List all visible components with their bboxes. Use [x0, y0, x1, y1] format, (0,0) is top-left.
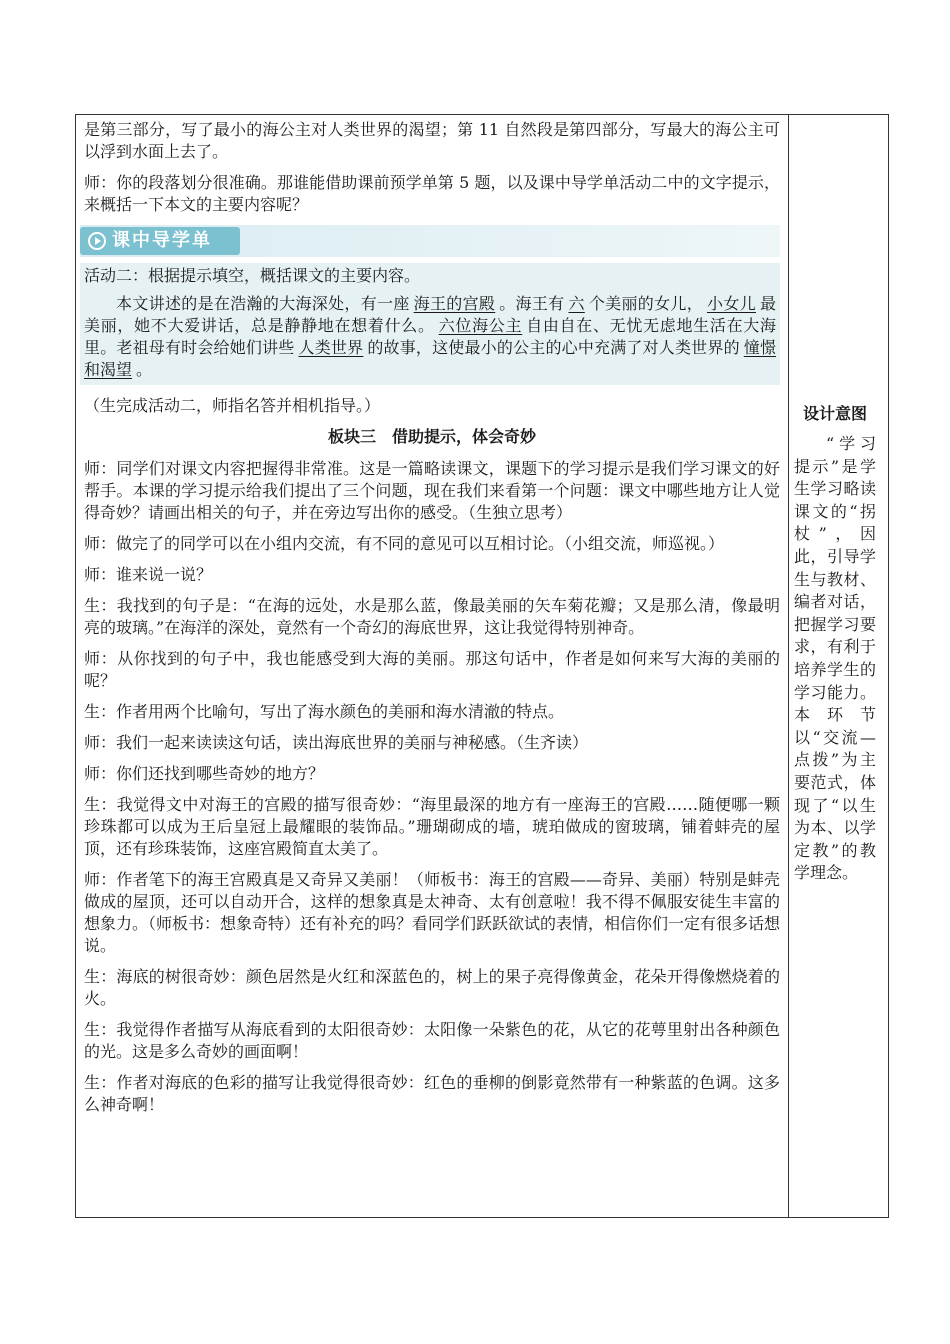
dialogue-line: 生：作者对海底的色彩的描写让我觉得很奇妙：红色的垂柳的倒影竟然带有一种紫蓝的色调。这多么神奇啊！: [84, 1073, 780, 1114]
dialogue-line: 师：你们还找到哪些奇妙的地方？: [84, 764, 325, 783]
fill-text-1: 本文讲述的是在浩瀚的大海深处，有一座: [116, 294, 410, 313]
fill-text-6: 的故事，这使最小的公主的心中充满了对人类世界的: [367, 338, 740, 357]
blank-answer-4: 六位海公主: [438, 316, 523, 335]
dialogue-line: 生：我觉得作者描写从海底看到的太阳很奇妙：太阳像一朵紫色的花，从它的花萼里射出各种颜色的光。这是多么奇妙的画面啊！: [84, 1020, 780, 1061]
blank-answer-2: 六: [568, 294, 585, 313]
guide-banner-tag: [80, 227, 240, 255]
blank-answer-5: 人类世界: [298, 338, 364, 357]
dialogue-line: 师：作者笔下的海王宫殿真是又奇异又美丽！（师板书：海王的宫殿——奇异、美丽）特别是蚌壳做成的屋顶，还可以自动开合，这样的想象真是太神奇、太有创意啦！我不得不佩服安徒生丰富的想象力。（师板书：想象奇特）还有补充的吗？看同学们跃跃欲试的表情，相信你们一定有很多话想说。: [84, 870, 781, 955]
fill-text-5: 自由自在、无忧无虑地生活在大海里。老祖母有时会给她们讲些: [84, 316, 776, 357]
dialogue-line: 生：作者用两个比喻句，写出了海水颜色的美丽和海水清澈的特点。: [84, 702, 565, 721]
design-intent-title: 设计意图: [802, 404, 867, 423]
main-column: [84, 119, 780, 1125]
dialogue-line: 师：我们一起来读读这句话，读出海底世界的美丽与神秘感。（生齐读）: [84, 733, 589, 752]
dialogue-line: 生：海底的树很奇妙：颜色居然是火红和深蓝色的，树上的果子亮得像黄金，花朵开得像燃烧着的火。: [84, 967, 780, 1008]
lesson-plan-table: [75, 114, 889, 1218]
dialogue-line: 师：做完了的同学可以在小组内交流，有不同的意见可以互相讨论。（小组交流，师巡视。）: [84, 534, 725, 553]
dialogue-line: 师：从你找到的句子中，我也能感受到大海的美丽。那这句话中，作者是如何来写大海的美丽的呢？: [84, 649, 780, 690]
activity-fill-paragraph: [84, 293, 776, 381]
after-activity-note: （生完成活动二，师指名答并相机指导。）: [84, 396, 381, 415]
dialogue-line: 师：同学们对课文内容把握得非常准。这是一篇略读课文，课题下的学习提示是我们学习课文的好帮手。本课的学习提示给我们提出了三个问题，现在我们来看第一个问题：课文中哪些地方让人觉得奇妙？请画出相关的句子，并在旁边写出你的感受。（生独立思考）: [84, 459, 780, 522]
fill-text-7: 。: [136, 360, 153, 379]
paragraph-intro-1: 是第三部分，写了最小的海公主对人类世界的渴望；第 11 自然段是第四部分，写最大的海公主可以浮到水面上去了。: [84, 120, 780, 161]
activity-title: 活动二：根据提示填空，概括课文的主要内容。: [84, 266, 421, 285]
activity-box: [80, 263, 780, 385]
side-column: [794, 403, 876, 885]
fill-text-4: 最美丽，她不大爱讲话，总是静静地在想着什么。: [84, 294, 776, 335]
blank-answer-1: 海王的宫殿: [413, 294, 496, 313]
fill-text-3: 个美丽的女儿，: [588, 294, 704, 313]
dialogue-line: 师：谁来说一说？: [84, 565, 213, 584]
paragraph-intro-2: 师：你的段落划分很准确。那谁能借助课前预学单第 5 题，以及课中导学单活动二中的文字提示，来概括一下本文的主要内容呢？: [84, 173, 780, 214]
guide-banner: [80, 225, 780, 257]
blank-answer-3: 小女儿: [707, 294, 756, 313]
design-intent-text: “学习提示”是学生学习略读课文的“拐杖”，因此，引导学生与教材、编者对话，把握学习要求，有利于培养学生的学习能力。本环节以“交流—点拨”为主要范式，体现了“以生为本、以学定教”的教学理念。: [794, 434, 876, 883]
section-title: 板块三 借助提示，体会奇妙: [327, 427, 536, 446]
guide-banner-label: 课中导学单: [112, 230, 212, 251]
play-circle-icon: [88, 232, 106, 250]
fill-text-2: 。海王有: [499, 294, 565, 313]
dialogue-line: 生：我找到的句子是：“在海的远处，水是那么蓝，像最美丽的矢车菊花瓣；又是那么清，像最明亮的玻璃。”在海洋的深处，竟然有一个奇幻的海底世界，这让我觉得特别神奇。: [84, 596, 780, 637]
column-divider: [788, 115, 789, 1217]
blank-answer-6: 憧憬和渴望: [84, 338, 776, 379]
dialogue-line: 生：我觉得文中对海王的宫殿的描写很奇妙：“海里最深的地方有一座海王的宫殿……随便哪一颗珍珠都可以成为王后皇冠上最耀眼的装饰品。”珊瑚砌成的墙，琥珀做成的窗玻璃，铺着蚌壳的屋顶，还有珍珠装饰，这座宫殿简直太美了。: [84, 795, 780, 858]
